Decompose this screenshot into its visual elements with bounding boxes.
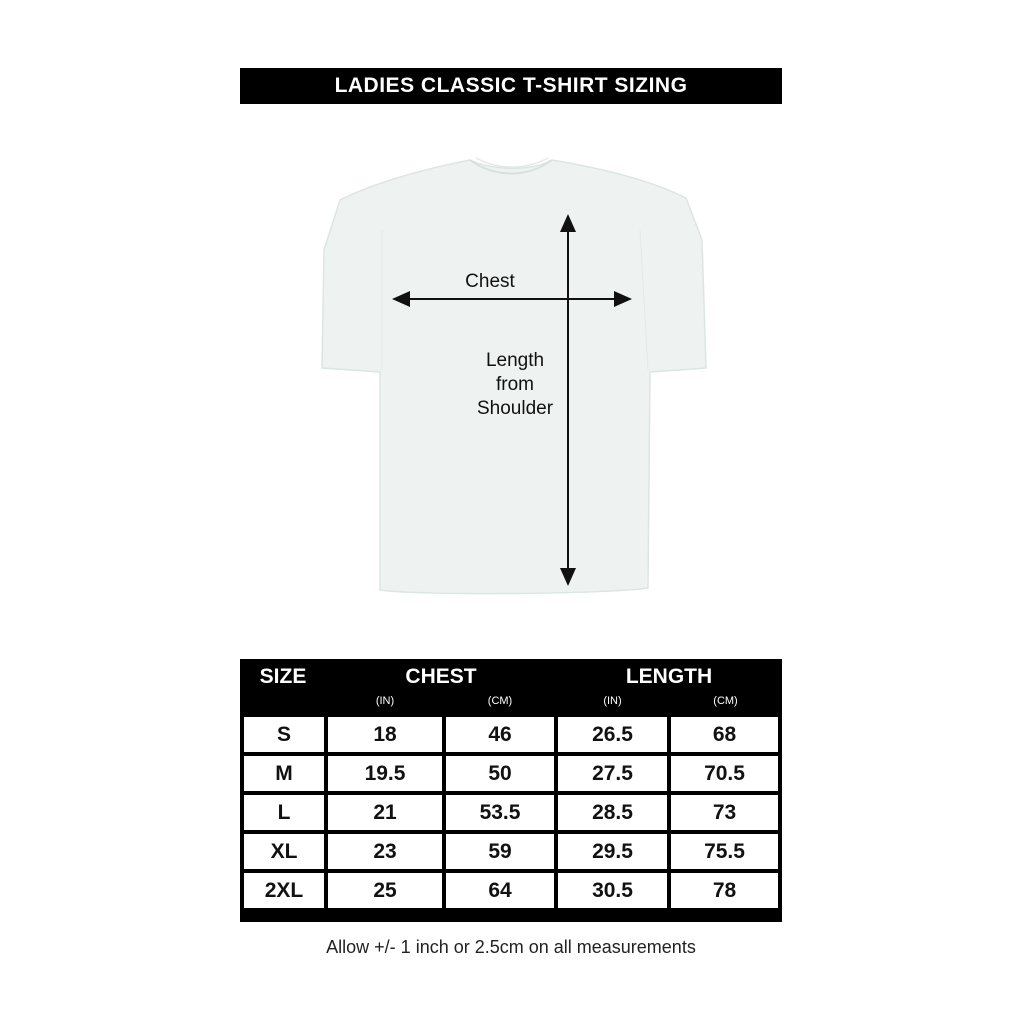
cell-length-in: 26.5	[558, 717, 667, 752]
header-size: SIZE	[259, 665, 307, 688]
cell-size: L	[244, 795, 324, 830]
cell-length-cm: 70.5	[671, 756, 778, 791]
cell-length-in: 30.5	[558, 873, 667, 908]
cell-size: S	[244, 717, 324, 752]
page-title: LADIES CLASSIC T-SHIRT SIZING	[240, 68, 782, 104]
cell-length-cm: 78	[671, 873, 778, 908]
cell-chest-in: 18	[328, 717, 442, 752]
cell-length-in: 29.5	[558, 834, 667, 869]
measurement-note: Allow +/- 1 inch or 2.5cm on all measurements	[326, 937, 696, 957]
size-table	[240, 713, 782, 922]
table-row	[240, 717, 782, 752]
length-label-line: Shoulder	[476, 398, 554, 419]
table-row	[240, 873, 782, 908]
header-length: LENGTH	[625, 665, 713, 688]
cell-length-cm: 68	[671, 717, 778, 752]
cell-length-cm: 73	[671, 795, 778, 830]
table-row	[240, 834, 782, 869]
unit-chest-in: (IN)	[375, 695, 395, 707]
length-label-line: from	[496, 374, 534, 395]
size-table-header	[240, 659, 782, 713]
cell-chest-cm: 50	[446, 756, 554, 791]
header-chest: CHEST	[405, 665, 477, 688]
cell-length-in: 27.5	[558, 756, 667, 791]
cell-chest-in: 19.5	[328, 756, 442, 791]
chest-label: Chest	[465, 271, 515, 292]
cell-length-in: 28.5	[558, 795, 667, 830]
length-label	[455, 349, 575, 421]
cell-chest-in: 25	[328, 873, 442, 908]
unit-chest-cm: (CM)	[487, 695, 513, 707]
cell-size: 2XL	[244, 873, 324, 908]
cell-chest-cm: 53.5	[446, 795, 554, 830]
cell-chest-cm: 59	[446, 834, 554, 869]
cell-chest-cm: 64	[446, 873, 554, 908]
unit-length-in: (IN)	[603, 695, 622, 707]
unit-length-cm: (CM)	[713, 695, 738, 707]
table-row	[240, 795, 782, 830]
cell-chest-in: 23	[328, 834, 442, 869]
cell-chest-in: 21	[328, 795, 442, 830]
cell-size: XL	[244, 834, 324, 869]
cell-length-cm: 75.5	[671, 834, 778, 869]
cell-size: M	[244, 756, 324, 791]
length-label-line: Length	[485, 350, 545, 371]
cell-chest-cm: 46	[446, 717, 554, 752]
table-row	[240, 756, 782, 791]
